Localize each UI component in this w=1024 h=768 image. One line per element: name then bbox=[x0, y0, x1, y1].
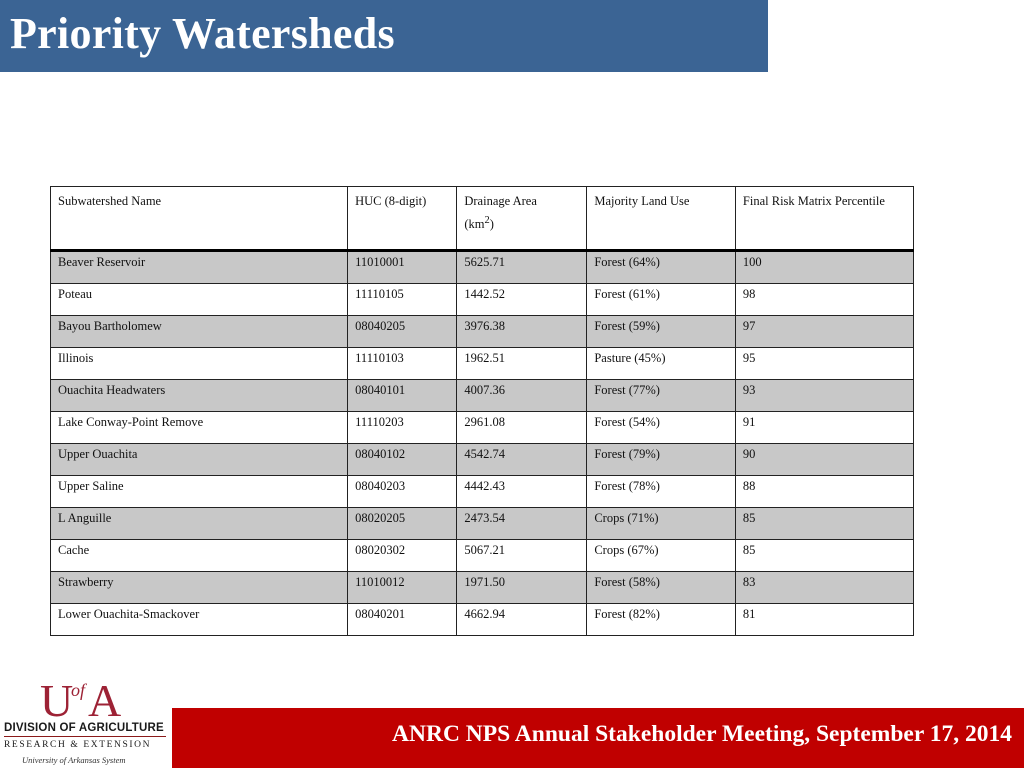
cell-drainage-area: 4542.74 bbox=[457, 444, 587, 476]
cell-huc: 11110203 bbox=[348, 412, 457, 444]
cell-drainage-area: 5067.21 bbox=[457, 540, 587, 572]
cell-huc: 11110105 bbox=[348, 284, 457, 316]
header-area-unit-sup: 2 bbox=[484, 215, 490, 226]
cell-subwatershed-name: Upper Saline bbox=[51, 476, 348, 508]
cell-drainage-area: 1971.50 bbox=[457, 572, 587, 604]
cell-huc: 08040101 bbox=[348, 380, 457, 412]
cell-huc: 08020302 bbox=[348, 540, 457, 572]
cell-risk-percentile: 100 bbox=[735, 251, 913, 284]
cell-huc: 11010001 bbox=[348, 251, 457, 284]
cell-land-use: Forest (82%) bbox=[587, 604, 736, 636]
cell-subwatershed-name: Upper Ouachita bbox=[51, 444, 348, 476]
svg-text:U: U bbox=[40, 675, 74, 720]
cell-risk-percentile: 93 bbox=[735, 380, 913, 412]
cell-huc: 11010012 bbox=[348, 572, 457, 604]
table-row bbox=[51, 284, 914, 316]
table-row bbox=[51, 444, 914, 476]
cell-huc: 08020205 bbox=[348, 508, 457, 540]
header-drainage-area bbox=[457, 187, 587, 251]
cell-drainage-area: 5625.71 bbox=[457, 251, 587, 284]
title-bar bbox=[0, 0, 768, 72]
cell-land-use: Forest (54%) bbox=[587, 412, 736, 444]
table-row bbox=[51, 540, 914, 572]
header-area-unit-suffix: ) bbox=[489, 217, 494, 232]
table-body bbox=[51, 251, 914, 636]
cell-land-use: Crops (71%) bbox=[587, 508, 736, 540]
cell-subwatershed-name: Lake Conway-Point Remove bbox=[51, 412, 348, 444]
cell-risk-percentile: 88 bbox=[735, 476, 913, 508]
cell-subwatershed-name: Beaver Reservoir bbox=[51, 251, 348, 284]
table-row bbox=[51, 476, 914, 508]
cell-risk-percentile: 85 bbox=[735, 508, 913, 540]
cell-subwatershed-name: L Anguille bbox=[51, 508, 348, 540]
logo-university-text: University of Arkansas System bbox=[22, 755, 126, 765]
cell-risk-percentile: 81 bbox=[735, 604, 913, 636]
cell-land-use: Crops (67%) bbox=[587, 540, 736, 572]
cell-land-use: Forest (77%) bbox=[587, 380, 736, 412]
table-header-row bbox=[51, 187, 914, 251]
cell-subwatershed-name: Bayou Bartholomew bbox=[51, 316, 348, 348]
table-row bbox=[51, 316, 914, 348]
cell-drainage-area: 4442.43 bbox=[457, 476, 587, 508]
header-land-use: Majority Land Use bbox=[587, 187, 736, 251]
table-row bbox=[51, 604, 914, 636]
cell-land-use: Forest (61%) bbox=[587, 284, 736, 316]
table-row bbox=[51, 412, 914, 444]
cell-risk-percentile: 98 bbox=[735, 284, 913, 316]
header-risk-percentile: Final Risk Matrix Percentile bbox=[735, 187, 913, 251]
cell-risk-percentile: 85 bbox=[735, 540, 913, 572]
table-row bbox=[51, 380, 914, 412]
table-row bbox=[51, 508, 914, 540]
cell-risk-percentile: 95 bbox=[735, 348, 913, 380]
header-area-unit-prefix: (km bbox=[464, 217, 485, 232]
cell-risk-percentile: 91 bbox=[735, 412, 913, 444]
cell-land-use: Forest (64%) bbox=[587, 251, 736, 284]
footer-bar bbox=[172, 708, 1024, 768]
logo-research-text: RESEARCH & EXTENSION bbox=[4, 740, 152, 750]
header-huc: HUC (8-digit) bbox=[348, 187, 457, 251]
table-row bbox=[51, 251, 914, 284]
cell-huc: 08040102 bbox=[348, 444, 457, 476]
svg-text:of: of bbox=[71, 680, 86, 700]
table-row bbox=[51, 348, 914, 380]
cell-land-use: Pasture (45%) bbox=[587, 348, 736, 380]
cell-subwatershed-name: Illinois bbox=[51, 348, 348, 380]
cell-drainage-area: 4662.94 bbox=[457, 604, 587, 636]
table-row bbox=[51, 572, 914, 604]
cell-drainage-area: 4007.36 bbox=[457, 380, 587, 412]
cell-drainage-area: 1962.51 bbox=[457, 348, 587, 380]
cell-drainage-area: 3976.38 bbox=[457, 316, 587, 348]
header-subwatershed-name: Subwatershed Name bbox=[51, 187, 348, 251]
cell-drainage-area: 1442.52 bbox=[457, 284, 587, 316]
uofa-logo-icon bbox=[38, 674, 128, 720]
uofa-division-logo bbox=[0, 672, 172, 768]
header-area-label: Drainage Area bbox=[464, 194, 537, 208]
footer-meeting-text: ANRC NPS Annual Stakeholder Meeting, September 17, 2014 bbox=[392, 721, 1012, 747]
svg-text:A: A bbox=[88, 675, 122, 720]
cell-subwatershed-name: Lower Ouachita-Smackover bbox=[51, 604, 348, 636]
cell-huc: 08040201 bbox=[348, 604, 457, 636]
cell-land-use: Forest (78%) bbox=[587, 476, 736, 508]
cell-land-use: Forest (79%) bbox=[587, 444, 736, 476]
cell-subwatershed-name: Poteau bbox=[51, 284, 348, 316]
slide-title: Priority Watersheds bbox=[10, 9, 395, 58]
cell-risk-percentile: 90 bbox=[735, 444, 913, 476]
cell-drainage-area: 2473.54 bbox=[457, 508, 587, 540]
cell-risk-percentile: 97 bbox=[735, 316, 913, 348]
cell-land-use: Forest (58%) bbox=[587, 572, 736, 604]
cell-land-use: Forest (59%) bbox=[587, 316, 736, 348]
cell-subwatershed-name: Ouachita Headwaters bbox=[51, 380, 348, 412]
cell-subwatershed-name: Cache bbox=[51, 540, 348, 572]
cell-huc: 11110103 bbox=[348, 348, 457, 380]
watershed-table bbox=[50, 186, 914, 636]
cell-drainage-area: 2961.08 bbox=[457, 412, 587, 444]
cell-huc: 08040205 bbox=[348, 316, 457, 348]
cell-risk-percentile: 83 bbox=[735, 572, 913, 604]
cell-huc: 08040203 bbox=[348, 476, 457, 508]
logo-division-text: DIVISION OF AGRICULTURE bbox=[4, 722, 166, 737]
cell-subwatershed-name: Strawberry bbox=[51, 572, 348, 604]
